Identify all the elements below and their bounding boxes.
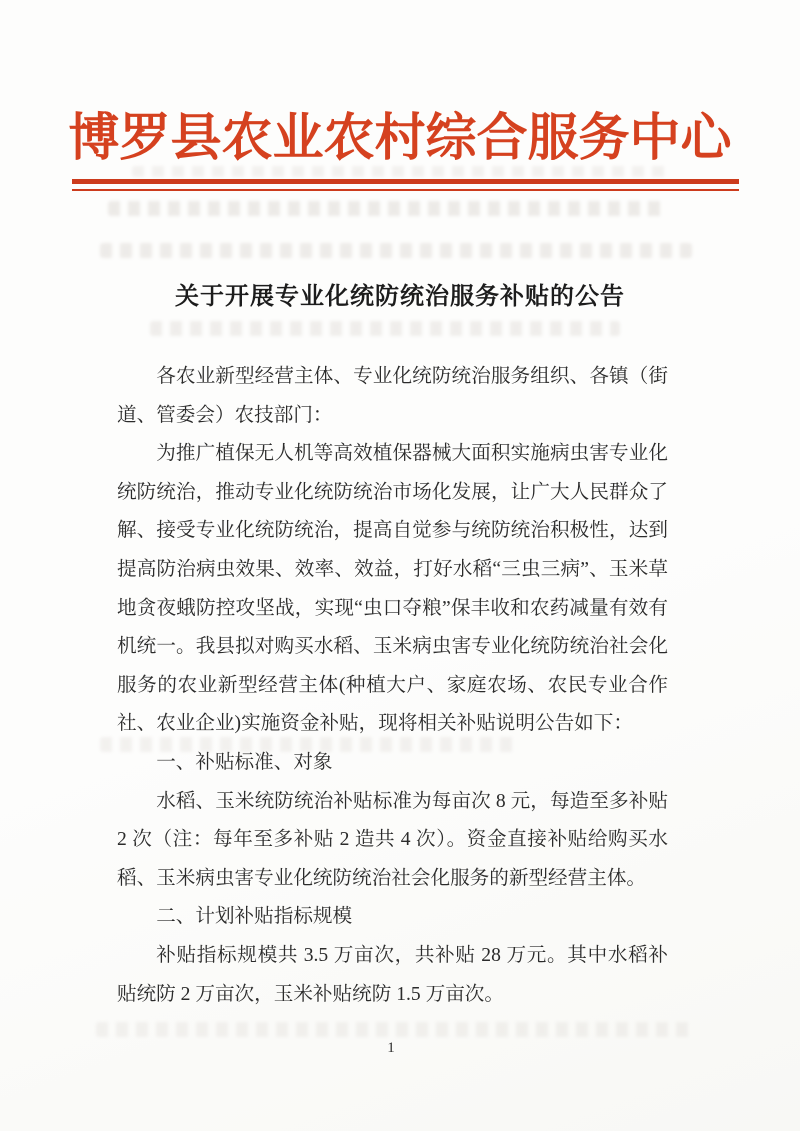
letterhead-agency-name: 博罗县农业农村综合服务中心	[68, 111, 732, 167]
section-heading-2: 二、计划补贴指标规模	[156, 906, 353, 928]
letterhead-rule-thick	[72, 179, 739, 184]
salutation-paragraph: 各农业新型经营主体、专业化统防统治服务组织、各镇（街道、管委会）农技部门：	[117, 366, 668, 426]
letterhead-rule-thin	[72, 189, 739, 191]
subsidy-standard-paragraph: 水稻、玉米统防统治补贴标准为每亩次 8 元，每造至多补贴 2 次（注：每年至多补贴 2 造共 4 次）。资金直接补贴给购买水稻、玉米病虫害专业化统防统治社会化服务的新型经营主体。	[117, 790, 668, 889]
bleedthrough-text-artifact	[150, 321, 620, 336]
document-body	[117, 358, 668, 1014]
bleedthrough-text-artifact	[108, 201, 668, 216]
document-title: 关于开展专业化统防统治服务补贴的公告	[175, 284, 625, 310]
subsidy-scale-paragraph: 补贴指标规模共 3.5 万亩次，共补贴 28 万元。其中水稻补贴统防 2 万亩次，玉米补贴统防 1.5 万亩次。	[117, 944, 668, 1005]
bleedthrough-text-artifact	[96, 1022, 696, 1037]
page-number: 1	[387, 1040, 395, 1056]
bleedthrough-text-artifact	[100, 243, 692, 258]
section-heading-1: 一、补贴标准、对象	[156, 751, 333, 773]
intro-paragraph: 为推广植保无人机等高效植保器械大面积实施病虫害专业化统防统治，推动专业化统防统治市场化发展，让广大人民群众了解、接受专业化统防统治，提高自觉参与统防统治积极性，达到提高防治病虫效果、效率、效益，打好水稻“三虫三病”、玉米草地贪夜蛾防控攻坚战，实现“虫口夺粮”保丰收和农药减量有效有机统一。我县拟对购买水稻、玉米病虫害专业化统防统治社会化服务的农业新型经营主体(种植大户、家庭农场、农民专业合作社、农业企业)实施资金补贴，现将相关补贴说明公告如下：	[117, 443, 668, 735]
